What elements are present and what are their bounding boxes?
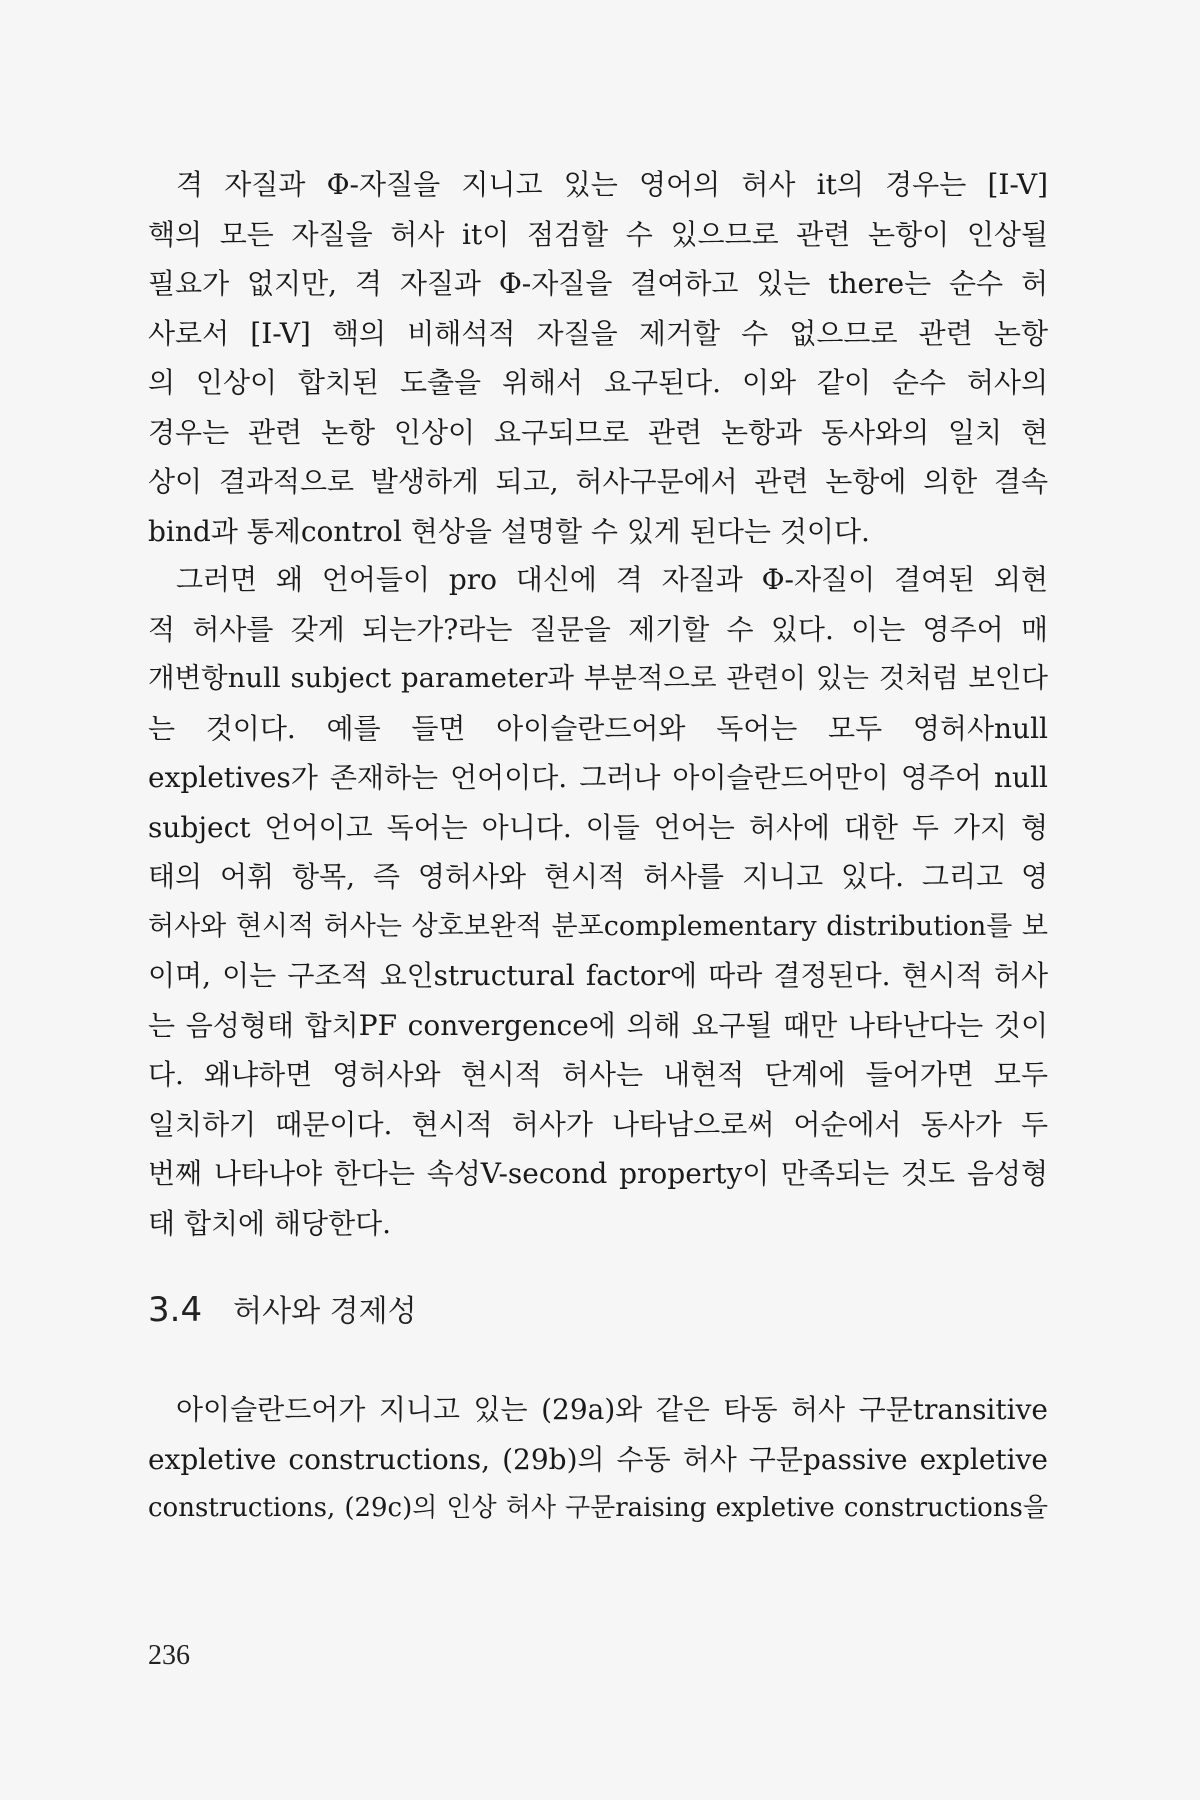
text-line: 태 합치에 해당한다. [148, 1206, 392, 1240]
text-line: 일치하기 때문이다. 현시적 허사가 나타남으로써 어순에서 동사가 두 [148, 1107, 1048, 1141]
section-number: 3.4 [148, 1290, 203, 1330]
text-line: 경우는 관련 논항 인상이 요구되므로 관련 논항과 동사와의 일치 현 [148, 415, 1048, 449]
text-line: 적 허사를 갖게 되는가?라는 질문을 제기할 수 있다. 이는 영주어 매 [148, 612, 1048, 646]
text-line: constructions, (29c)의 인상 허사 구문raising expletive constructions을 [148, 1493, 1048, 1523]
text-line: 그러면 왜 언어들이 pro 대신에 격 자질과 Φ-자질이 결여된 외현 [176, 563, 1048, 596]
text-line: subject 언어이고 독어는 아니다. 이들 언어는 허사에 대한 두 가지 형 [148, 810, 1048, 844]
text-line: 아이슬란드어가 지니고 있는 (29a)와 같은 타동 허사 구문transitive [176, 1393, 1048, 1426]
text-line: 이며, 이는 구조적 요인structural factor에 따라 결정된다. 현시적 허사 [148, 959, 1048, 992]
text-line: 핵의 모든 자질을 허사 it이 점검할 수 있으므로 관련 논항이 인상될 [148, 217, 1048, 251]
text-line: expletive constructions, (29b)의 수동 허사 구문passive expletive [148, 1442, 1048, 1476]
text-line: 개변항null subject parameter과 부분적으로 관련이 있는 것처럼 보인다 [148, 662, 1048, 694]
text-line: 필요가 없지만, 격 자질과 Φ-자질을 결여하고 있는 there는 순수 허 [148, 267, 1048, 300]
text-line: 태의 어휘 항목, 즉 영허사와 현시적 허사를 지니고 있다. 그리고 영 [148, 860, 1048, 893]
text-line: 허사와 현시적 허사는 상호보완적 분포complementary distribution를 보 [148, 910, 1048, 942]
text-line: bind과 통제control 현상을 설명할 수 있게 된다는 것이다. [148, 514, 870, 548]
paragraph-1 [148, 160, 1048, 556]
text-line: 의 인상이 합치된 도출을 위해서 요구된다. 이와 같이 순수 허사의 [148, 366, 1048, 399]
text-line: 상이 결과적으로 발생하게 되고, 허사구문에서 관련 논항에 의한 결속 [148, 465, 1048, 498]
section-heading [148, 1280, 417, 1340]
text-line: expletives가 존재하는 언어이다. 그러나 아이슬란드어만이 영주어 null [148, 761, 1048, 794]
text-line: 다. 왜냐하면 영허사와 현시적 허사는 내현적 단계에 들어가면 모두 [148, 1058, 1048, 1091]
text-line: 격 자질과 Φ-자질을 지니고 있는 영어의 허사 it의 경우는 [I-V] [176, 168, 1048, 201]
text-line: 는 것이다. 예를 들면 아이슬란드어와 독어는 모두 영허사null [148, 711, 1048, 745]
paragraph-3 [148, 1385, 1048, 1534]
text-line: 사로서 [I-V] 핵의 비해석적 자질을 제거할 수 없으므로 관련 논항 [148, 316, 1048, 350]
page-number: 236 [148, 1640, 190, 1671]
paragraph-2 [148, 555, 1048, 1248]
text-line: 번째 나타나야 한다는 속성V-second property이 만족되는 것도 음성형 [148, 1157, 1048, 1190]
section-title: 허사와 경제성 [233, 1294, 417, 1329]
text-line: 는 음성형태 합치PF convergence에 의해 요구될 때만 나타난다는 것이 [148, 1008, 1048, 1042]
